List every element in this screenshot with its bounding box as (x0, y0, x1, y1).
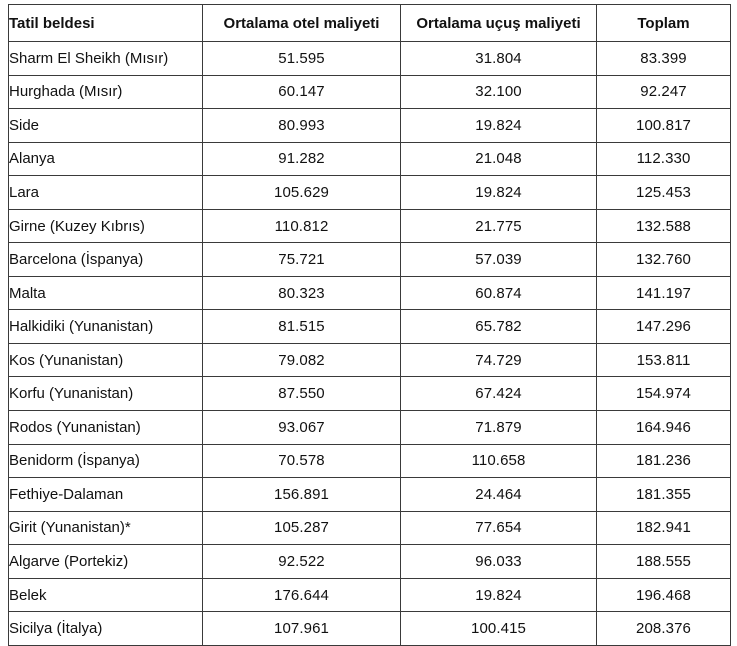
total-cell: 147.296 (597, 310, 731, 344)
flight-cost-cell: 100.415 (401, 612, 597, 646)
total-cell: 125.453 (597, 176, 731, 210)
flight-cost-cell: 74.729 (401, 343, 597, 377)
flight-cost-cell: 65.782 (401, 310, 597, 344)
hotel-cost-cell: 81.515 (203, 310, 401, 344)
destination-cell: Kos (Yunanistan) (9, 343, 203, 377)
total-cell: 153.811 (597, 343, 731, 377)
hotel-cost-cell: 107.961 (203, 612, 401, 646)
hotel-cost-cell: 80.323 (203, 276, 401, 310)
destination-cell: Malta (9, 276, 203, 310)
table-row (9, 243, 731, 277)
destination-cell: Side (9, 109, 203, 143)
table-row (9, 545, 731, 579)
destination-cell: Alanya (9, 142, 203, 176)
flight-cost-cell: 96.033 (401, 545, 597, 579)
table-row (9, 75, 731, 109)
destination-cell: Fethiye-Dalaman (9, 478, 203, 512)
destination-cell: Belek (9, 578, 203, 612)
flight-cost-cell: 77.654 (401, 511, 597, 545)
table-row (9, 511, 731, 545)
total-cell: 132.588 (597, 209, 731, 243)
destination-cell: Barcelona (İspanya) (9, 243, 203, 277)
total-cell: 196.468 (597, 578, 731, 612)
destination-cell: Sharm El Sheikh (Mısır) (9, 42, 203, 76)
destination-cell: Rodos (Yunanistan) (9, 411, 203, 445)
header-total: Toplam (597, 5, 731, 42)
destination-cell: Algarve (Portekiz) (9, 545, 203, 579)
destination-cell: Hurghada (Mısır) (9, 75, 203, 109)
total-cell: 154.974 (597, 377, 731, 411)
hotel-cost-cell: 105.287 (203, 511, 401, 545)
table-row (9, 444, 731, 478)
flight-cost-cell: 19.824 (401, 578, 597, 612)
total-cell: 100.817 (597, 109, 731, 143)
table-row (9, 310, 731, 344)
total-cell: 83.399 (597, 42, 731, 76)
table-row (9, 377, 731, 411)
hotel-cost-cell: 51.595 (203, 42, 401, 76)
flight-cost-cell: 67.424 (401, 377, 597, 411)
destination-cell: Halkidiki (Yunanistan) (9, 310, 203, 344)
hotel-cost-cell: 92.522 (203, 545, 401, 579)
table-row (9, 276, 731, 310)
table-row (9, 209, 731, 243)
flight-cost-cell: 71.879 (401, 411, 597, 445)
destination-cell: Korfu (Yunanistan) (9, 377, 203, 411)
total-cell: 112.330 (597, 142, 731, 176)
table-body (9, 42, 731, 646)
table-row (9, 176, 731, 210)
total-cell: 92.247 (597, 75, 731, 109)
total-cell: 132.760 (597, 243, 731, 277)
flight-cost-cell: 24.464 (401, 478, 597, 512)
destination-cell: Girne (Kuzey Kıbrıs) (9, 209, 203, 243)
table-row (9, 142, 731, 176)
table-row (9, 478, 731, 512)
hotel-cost-cell: 91.282 (203, 142, 401, 176)
total-cell: 188.555 (597, 545, 731, 579)
hotel-cost-cell: 70.578 (203, 444, 401, 478)
flight-cost-cell: 32.100 (401, 75, 597, 109)
table-row (9, 109, 731, 143)
hotel-cost-cell: 176.644 (203, 578, 401, 612)
total-cell: 181.355 (597, 478, 731, 512)
hotel-cost-cell: 60.147 (203, 75, 401, 109)
table-row (9, 612, 731, 646)
table-row (9, 411, 731, 445)
holiday-cost-table (8, 4, 731, 646)
header-flight-cost: Ortalama uçuş maliyeti (401, 5, 597, 42)
total-cell: 141.197 (597, 276, 731, 310)
flight-cost-cell: 21.775 (401, 209, 597, 243)
hotel-cost-cell: 79.082 (203, 343, 401, 377)
header-hotel-cost: Ortalama otel maliyeti (203, 5, 401, 42)
flight-cost-cell: 57.039 (401, 243, 597, 277)
total-cell: 208.376 (597, 612, 731, 646)
flight-cost-cell: 31.804 (401, 42, 597, 76)
header-destination: Tatil beldesi (9, 5, 203, 42)
table-row (9, 578, 731, 612)
destination-cell: Sicilya (İtalya) (9, 612, 203, 646)
table-row (9, 343, 731, 377)
total-cell: 181.236 (597, 444, 731, 478)
total-cell: 164.946 (597, 411, 731, 445)
flight-cost-cell: 110.658 (401, 444, 597, 478)
destination-cell: Lara (9, 176, 203, 210)
total-cell: 182.941 (597, 511, 731, 545)
flight-cost-cell: 19.824 (401, 109, 597, 143)
destination-cell: Girit (Yunanistan)* (9, 511, 203, 545)
flight-cost-cell: 21.048 (401, 142, 597, 176)
table-row (9, 42, 731, 76)
hotel-cost-cell: 87.550 (203, 377, 401, 411)
destination-cell: Benidorm (İspanya) (9, 444, 203, 478)
flight-cost-cell: 60.874 (401, 276, 597, 310)
table-header-row (9, 5, 731, 42)
hotel-cost-cell: 80.993 (203, 109, 401, 143)
hotel-cost-cell: 93.067 (203, 411, 401, 445)
hotel-cost-cell: 110.812 (203, 209, 401, 243)
flight-cost-cell: 19.824 (401, 176, 597, 210)
hotel-cost-cell: 156.891 (203, 478, 401, 512)
hotel-cost-cell: 75.721 (203, 243, 401, 277)
hotel-cost-cell: 105.629 (203, 176, 401, 210)
